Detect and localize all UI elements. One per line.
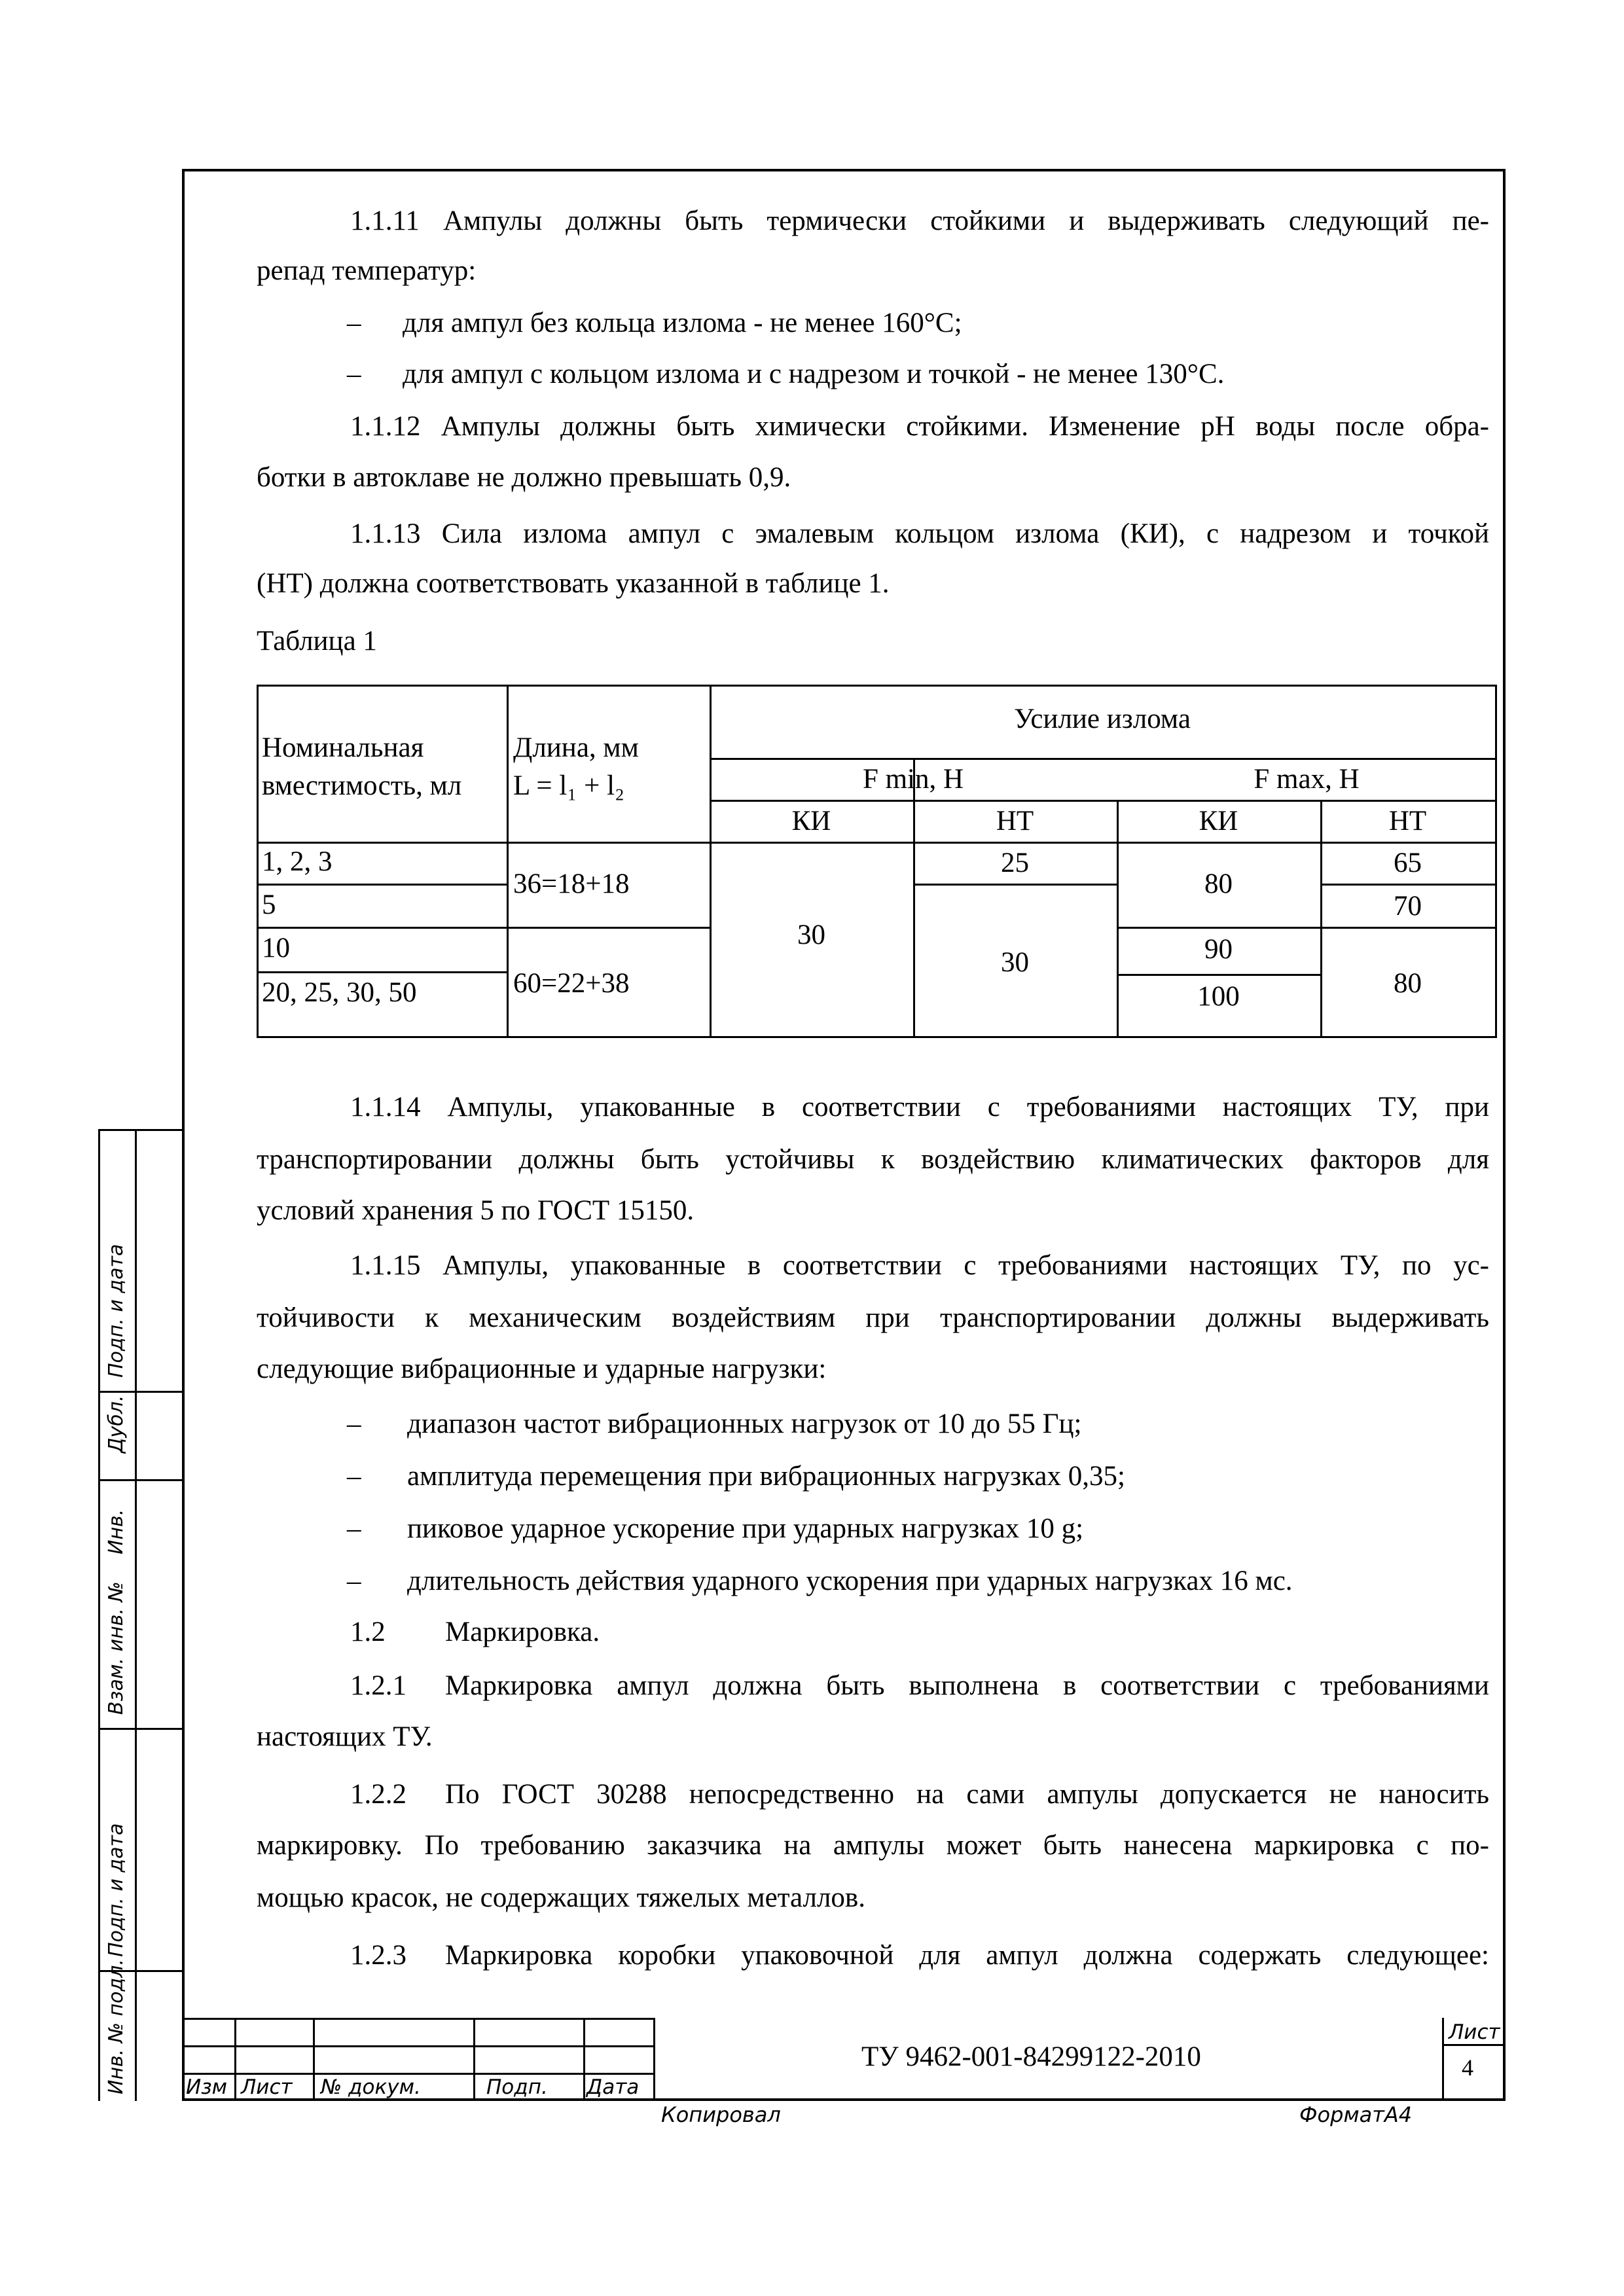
table-caption: Таблица 1	[257, 626, 377, 656]
para-1-2-2-number: 1.2.2	[350, 1779, 406, 1810]
fmax-ki-value-b: 90	[1204, 934, 1233, 965]
para-1-1-11-line2: репад температур:	[257, 255, 477, 286]
list-dash: –	[347, 308, 361, 338]
length-b: 60=22+38	[513, 968, 630, 999]
para-1-1-15-line3: следующие вибрационные и ударные нагрузки:	[257, 1354, 827, 1384]
vib-item-4: длительность действия ударного ускорения при ударных нагрузках 16 мс.	[407, 1566, 1293, 1596]
side-label-inv: Инв.	[105, 1509, 128, 1554]
vib-item-3: пиковое ударное ускорение при ударных нагрузках 10 g;	[407, 1513, 1084, 1544]
fmax-ki-header: КИ	[1199, 806, 1238, 836]
side-label-vzam: Взам. инв. №	[105, 1581, 128, 1715]
table-1	[257, 685, 1497, 1038]
para-1-1-13-line1: 1.1.13 Сила излома ампул с эмалевым кольцом излома (КИ), с надрезом и точкой	[350, 518, 1489, 549]
volume-row-2: 5	[262, 889, 276, 920]
volume-row-4: 20, 25, 30, 50	[262, 977, 417, 1008]
format-label: ФорматА4	[1299, 2102, 1413, 2127]
col-volume-header-1: Номинальная	[262, 732, 424, 763]
stamp-podp: Подп.	[486, 2075, 548, 2099]
para-1-1-13-line2: (НТ) должна соответствовать указанной в таблице 1.	[257, 568, 890, 599]
para-1-1-12-line1: 1.1.12 Ампулы должны быть химически стойкими. Изменение рН воды после обра-	[350, 411, 1489, 442]
stamp-izm: Изм	[186, 2075, 228, 2099]
fmax-ki-value-a: 80	[1204, 869, 1233, 899]
para-1-2-1-line2: настоящих ТУ.	[257, 1721, 433, 1752]
para-1-1-14-line1: 1.1.14 Ампулы, упакованные в соответствии с требованиями настоящих ТУ, при	[350, 1092, 1489, 1122]
stamp-list: Лист	[241, 2075, 293, 2099]
para-1-1-14-line3: условий хранения 5 по ГОСТ 15150.	[257, 1195, 695, 1226]
list-dash: –	[347, 359, 361, 389]
title-block	[182, 2018, 1506, 2101]
fmax-nt-value-a: 65	[1394, 848, 1422, 878]
sheet-label: Лист	[1449, 2020, 1500, 2044]
sheet-number: 4	[1462, 2054, 1473, 2081]
length-a: 36=18+18	[513, 869, 630, 899]
volume-row-1: 1, 2, 3	[262, 846, 333, 877]
fmin-ki-header: КИ	[791, 806, 831, 836]
temp-item-2: для ампул с кольцом излома и с надрезом и точкой - не менее 130°С.	[403, 359, 1225, 389]
copied-label: Копировал	[661, 2102, 781, 2127]
para-1-1-11-line1: 1.1.11 Ампулы должны быть термически стойкими и выдерживать следующий пе-	[350, 206, 1489, 236]
temp-item-1: для ампул без кольца излома - не менее 160°С;	[403, 308, 962, 338]
side-label-podp-data-1: Подп. и дата	[105, 1244, 128, 1378]
para-1-1-14-line2: транспортировании должны быть устойчивы к воздействию климатических факторов для	[257, 1144, 1489, 1175]
col-volume-header-2: вместимость, мл	[262, 770, 462, 801]
fmax-nt-value-c: 80	[1394, 968, 1422, 999]
fmax-ki-value-c: 100	[1197, 981, 1240, 1012]
col-force-header: Усилие излома	[1014, 704, 1191, 734]
side-stamp-column	[98, 1129, 182, 2101]
fmax-nt-value-b: 70	[1394, 891, 1422, 922]
fmax-nt-header: НТ	[1388, 806, 1427, 836]
para-1-2-2-line3: мощью красок, не содержащих тяжелых металлов.	[257, 1882, 865, 1913]
fmin-ki-value: 30	[797, 920, 825, 950]
para-1-2-3-line1: Маркировка коробки упаковочной для ампул должна содержать следующее:	[445, 1940, 1489, 1971]
section-1-2-title: Маркировка.	[445, 1617, 600, 1647]
list-dash: –	[347, 1513, 361, 1544]
stamp-doc-number: № докум.	[321, 2075, 421, 2099]
side-label-inv-podl: Инв. № подл.	[105, 1959, 128, 2094]
volume-row-3: 10	[262, 933, 290, 963]
para-1-1-15-line2: тойчивости к механическим воздействиям при транспортировании должны выдерживать	[257, 1302, 1489, 1333]
para-1-2-2-line2: маркировку. По требованию заказчика на ампулы может быть нанесена маркировка с по-	[257, 1830, 1489, 1861]
fmin-nt-header: НТ	[996, 806, 1034, 836]
list-dash: –	[347, 1408, 361, 1439]
document-code: ТУ 9462-001-84299122-2010	[861, 2041, 1201, 2072]
fmax-header: F max, Н	[1254, 764, 1360, 795]
fmin-nt-value-b: 30	[1001, 947, 1029, 978]
para-1-2-2-line1: По ГОСТ 30288 непосредственно на сами ампулы допускается не наносить	[445, 1779, 1489, 1810]
vib-item-1: диапазон частот вибрационных нагрузок от 10 до 55 Гц;	[407, 1408, 1082, 1439]
vib-item-2: амплитуда перемещения при вибрационных нагрузках 0,35;	[407, 1461, 1125, 1492]
list-dash: –	[347, 1566, 361, 1596]
list-dash: –	[347, 1461, 361, 1492]
para-1-2-3-number: 1.2.3	[350, 1940, 406, 1971]
para-1-1-15-line1: 1.1.15 Ампулы, упакованные в соответствии с требованиями настоящих ТУ, по ус-	[350, 1250, 1489, 1281]
fmin-nt-value-a: 25	[1001, 848, 1029, 878]
side-label-podp-data-2: Подп. и дата	[105, 1823, 128, 1957]
para-1-1-12-line2: ботки в автоклаве не должно превышать 0,9.	[257, 462, 791, 493]
fmin-header: F min, Н	[862, 764, 964, 795]
para-1-2-1-number: 1.2.1	[350, 1670, 406, 1701]
stamp-data: Дата	[586, 2075, 640, 2099]
section-1-2-number: 1.2	[350, 1617, 386, 1647]
para-1-2-1-line1: Маркировка ампул должна быть выполнена в соответствии с требованиями	[445, 1670, 1489, 1701]
side-label-dubl: Дубл.	[105, 1395, 128, 1453]
col-length-header-2: L = l₁ + l₂	[513, 770, 625, 801]
col-length-header-1: Длина, мм	[513, 732, 639, 763]
